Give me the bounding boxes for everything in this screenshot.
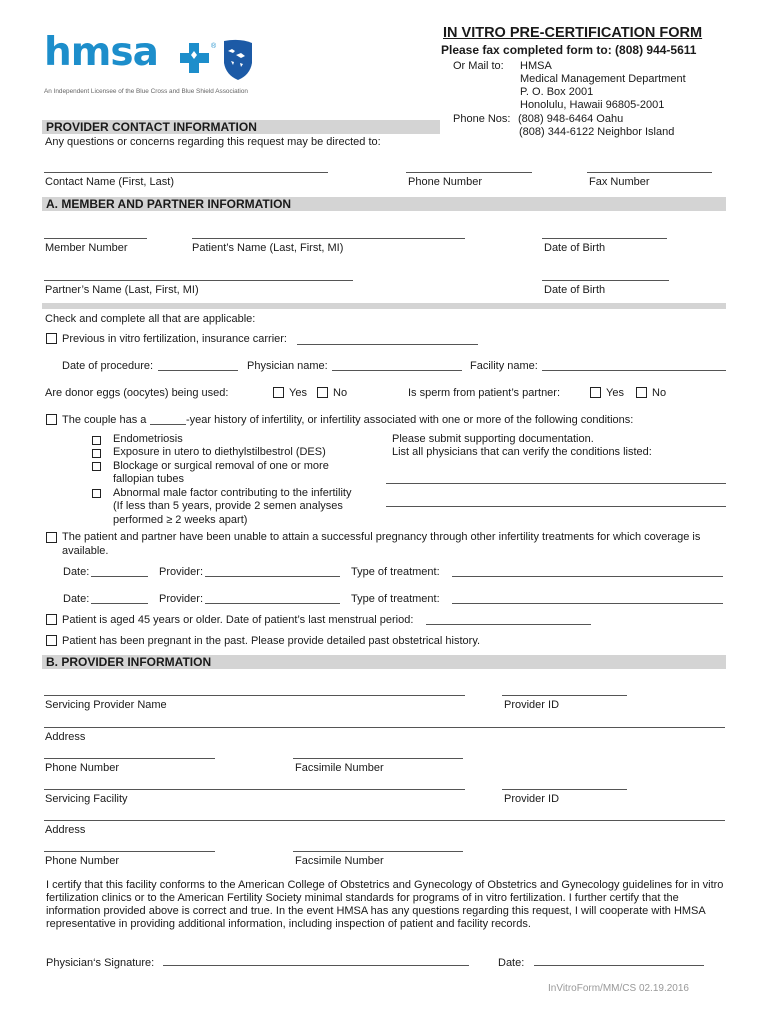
partner-dob-field[interactable] <box>542 280 669 281</box>
donor-eggs-no-label: No <box>333 387 348 399</box>
treatment-date-label: Date: <box>63 566 90 578</box>
form-id-footer: InVitroForm/MM/CS 02.19.2016 <box>548 983 689 994</box>
facility-address-field[interactable] <box>44 820 725 821</box>
facility-fax-label: Facsimile Number <box>295 855 384 867</box>
treatment-type-field[interactable] <box>452 603 723 604</box>
sperm-label: Is sperm from patient’s partner: <box>408 387 561 399</box>
supporting-docs-note: Please submit supporting documentation. <box>392 433 594 445</box>
mail-line: P. O. Box 2001 <box>520 86 594 98</box>
provider-contact-heading: PROVIDER CONTACT INFORMATION <box>42 120 440 134</box>
unable-pregnancy-label: The patient and partner have been unable to attain a successful pregnancy through other infertility treatments for which coverage is <box>62 531 701 543</box>
provider-address-label: Address <box>45 731 86 743</box>
member-number-label: Member Number <box>45 242 128 254</box>
phone-line: (808) 948-6464 Oahu <box>518 113 624 125</box>
certification-statement: I certify that this facility conforms to the American College of Obstetrics and Gynecology of Obstetrics and Gynecology guidelines for in vitro fertilization clinics or to the American Fertility Society minimal standards for programs of in vitro fertilization. I further certify that the information provided above is correct and true. In the event HMSA has any questions regarding this request, I will cooperate with HMSA representative in providing additional information, including inspection of patient and facility records. <box>46 879 724 930</box>
treatment-date-label: Date: <box>63 593 90 605</box>
facility-fax-field[interactable] <box>293 851 463 852</box>
provider-phone-field[interactable] <box>44 758 215 759</box>
contact-note: Any questions or concerns regarding this request may be directed to: <box>45 136 381 148</box>
last-menstrual-period-field[interactable] <box>426 624 591 625</box>
mail-label: Or Mail to: <box>453 60 504 72</box>
section-b-heading: B. PROVIDER INFORMATION <box>42 655 726 669</box>
donor-eggs-label: Are donor eggs (oocytes) being used: <box>45 387 229 399</box>
patient-name-field[interactable] <box>192 238 465 239</box>
condition-item: fallopian tubes <box>113 473 184 485</box>
date-of-procedure-label: Date of procedure: <box>62 360 154 372</box>
unable-pregnancy-label-cont: available. <box>62 545 109 557</box>
servicing-provider-name-field[interactable] <box>44 695 465 696</box>
unable-pregnancy-checkbox[interactable] <box>46 532 57 543</box>
member-number-field[interactable] <box>44 238 147 239</box>
signature-date-label: Date: <box>498 957 525 969</box>
donor-eggs-yes-label: Yes <box>289 387 307 399</box>
partner-name-label: Partner’s Name (Last, First, MI) <box>45 284 199 296</box>
svg-text:®: ® <box>211 43 217 50</box>
facility-address-label: Address <box>45 824 86 836</box>
contact-phone-field[interactable] <box>406 172 532 173</box>
couple-history-label: The couple has a <box>62 414 147 426</box>
physicians-field[interactable] <box>386 483 726 484</box>
patient-dob-label: Date of Birth <box>544 242 606 254</box>
pregnant-checkbox[interactable] <box>46 635 57 646</box>
servicing-facility-label: Servicing Facility <box>45 793 128 805</box>
signature-label: Physician‘s Signature: <box>46 957 155 969</box>
treatment-provider-label: Provider: <box>159 593 204 605</box>
treatment-type-label: Type of treatment: <box>351 593 440 605</box>
signature-date-field[interactable] <box>534 965 704 966</box>
physician-name-label: Physician name: <box>247 360 328 372</box>
sperm-no-label: No <box>652 387 667 399</box>
blockage-checkbox[interactable] <box>92 462 101 471</box>
patient-dob-field[interactable] <box>542 238 667 239</box>
fax-instruction: Please fax completed form to: (808) 944-5611 <box>441 43 697 57</box>
date-of-procedure-field[interactable] <box>158 370 238 371</box>
logo-tagline: An Independent Licensee of the Blue Cross and Blue Shield Association <box>44 88 248 95</box>
physician-name-field[interactable] <box>332 370 462 371</box>
insurance-carrier-field[interactable] <box>297 344 478 345</box>
contact-phone-label: Phone Number <box>408 176 482 188</box>
contact-name-label: Contact Name (First, Last) <box>45 176 174 188</box>
provider-id-label: Provider ID <box>504 699 560 711</box>
mail-line: Honolulu, Hawaii 96805-2001 <box>520 99 665 111</box>
condition-item: Exposure in utero to diethylstilbestrol (DES) <box>113 446 326 458</box>
section-divider <box>42 303 726 309</box>
des-exposure-checkbox[interactable] <box>92 449 101 458</box>
partner-name-field[interactable] <box>44 280 353 281</box>
male-factor-checkbox[interactable] <box>92 489 101 498</box>
donor-eggs-no-checkbox[interactable] <box>317 387 328 398</box>
mail-line: Medical Management Department <box>520 73 686 85</box>
provider-id-field[interactable] <box>502 695 627 696</box>
couple-history-label-cont: -year history of infertility, or infertility associated with one or more of the following conditions: <box>186 414 634 426</box>
physicians-field[interactable] <box>386 506 726 507</box>
contact-fax-label: Fax Number <box>589 176 650 188</box>
treatment-provider-field[interactable] <box>205 576 340 577</box>
condition-item: performed ≥ 2 weeks apart) <box>113 514 248 526</box>
donor-eggs-yes-checkbox[interactable] <box>273 387 284 398</box>
patient-name-label: Patient’s Name (Last, First, MI) <box>192 242 344 254</box>
treatment-date-field[interactable] <box>91 603 148 604</box>
hmsa-logo-wordmark: hmsa <box>44 30 158 75</box>
section-a-heading: A. MEMBER AND PARTNER INFORMATION <box>42 197 726 211</box>
servicing-facility-field[interactable] <box>44 789 465 790</box>
provider-address-field[interactable] <box>44 727 725 728</box>
previous-ivf-label: Previous in vitro fertilization, insurance carrier: <box>62 333 287 345</box>
pregnant-label: Patient has been pregnant in the past. Please provide detailed past obstetrical history. <box>62 635 481 647</box>
sperm-yes-label: Yes <box>606 387 624 399</box>
form-title: IN VITRO PRE-CERTIFICATION FORM <box>443 25 703 41</box>
years-field[interactable] <box>150 424 186 425</box>
facility-phone-label: Phone Number <box>45 855 119 867</box>
previous-ivf-checkbox[interactable] <box>46 333 57 344</box>
facility-phone-field[interactable] <box>44 851 215 852</box>
age45-checkbox[interactable] <box>46 614 57 625</box>
physician-signature-field[interactable] <box>163 965 469 966</box>
servicing-provider-name-label: Servicing Provider Name <box>45 699 167 711</box>
provider-phone-label: Phone Number <box>45 762 119 774</box>
age45-label: Patient is aged 45 years or older. Date of patient’s last menstrual period: <box>62 614 414 626</box>
facility-name-label: Facility name: <box>470 360 538 372</box>
physicians-note: List all physicians that can verify the conditions listed: <box>392 446 652 458</box>
phone-line: (808) 344-6122 Neighbor Island <box>519 126 675 138</box>
treatment-provider-label: Provider: <box>159 566 204 578</box>
treatment-type-label: Type of treatment: <box>351 566 440 578</box>
treatment-date-field[interactable] <box>91 576 148 577</box>
phone-label: Phone Nos: <box>453 113 511 125</box>
condition-item: Abnormal male factor contributing to the infertility <box>113 487 352 499</box>
infertility-history-checkbox[interactable] <box>46 414 57 425</box>
partner-dob-label: Date of Birth <box>544 284 606 296</box>
condition-item: Blockage or surgical removal of one or more <box>113 460 329 472</box>
contact-fax-field[interactable] <box>587 172 712 173</box>
endometriosis-checkbox[interactable] <box>92 436 101 445</box>
contact-name-field[interactable] <box>44 172 328 173</box>
provider-fax-field[interactable] <box>293 758 463 759</box>
facility-name-field[interactable] <box>542 370 726 371</box>
sperm-no-checkbox[interactable] <box>636 387 647 398</box>
treatment-provider-field[interactable] <box>205 603 340 604</box>
treatment-type-field[interactable] <box>452 576 723 577</box>
logo-cross-shield-icon <box>180 37 258 81</box>
facility-provider-id-label: Provider ID <box>504 793 560 805</box>
facility-provider-id-field[interactable] <box>502 789 627 790</box>
sperm-yes-checkbox[interactable] <box>590 387 601 398</box>
check-intro: Check and complete all that are applicable: <box>45 313 256 325</box>
mail-line: HMSA <box>520 60 552 72</box>
condition-item: Endometriosis <box>113 433 183 445</box>
condition-item: (If less than 5 years, provide 2 semen analyses <box>113 500 343 512</box>
provider-fax-label: Facsimile Number <box>295 762 384 774</box>
